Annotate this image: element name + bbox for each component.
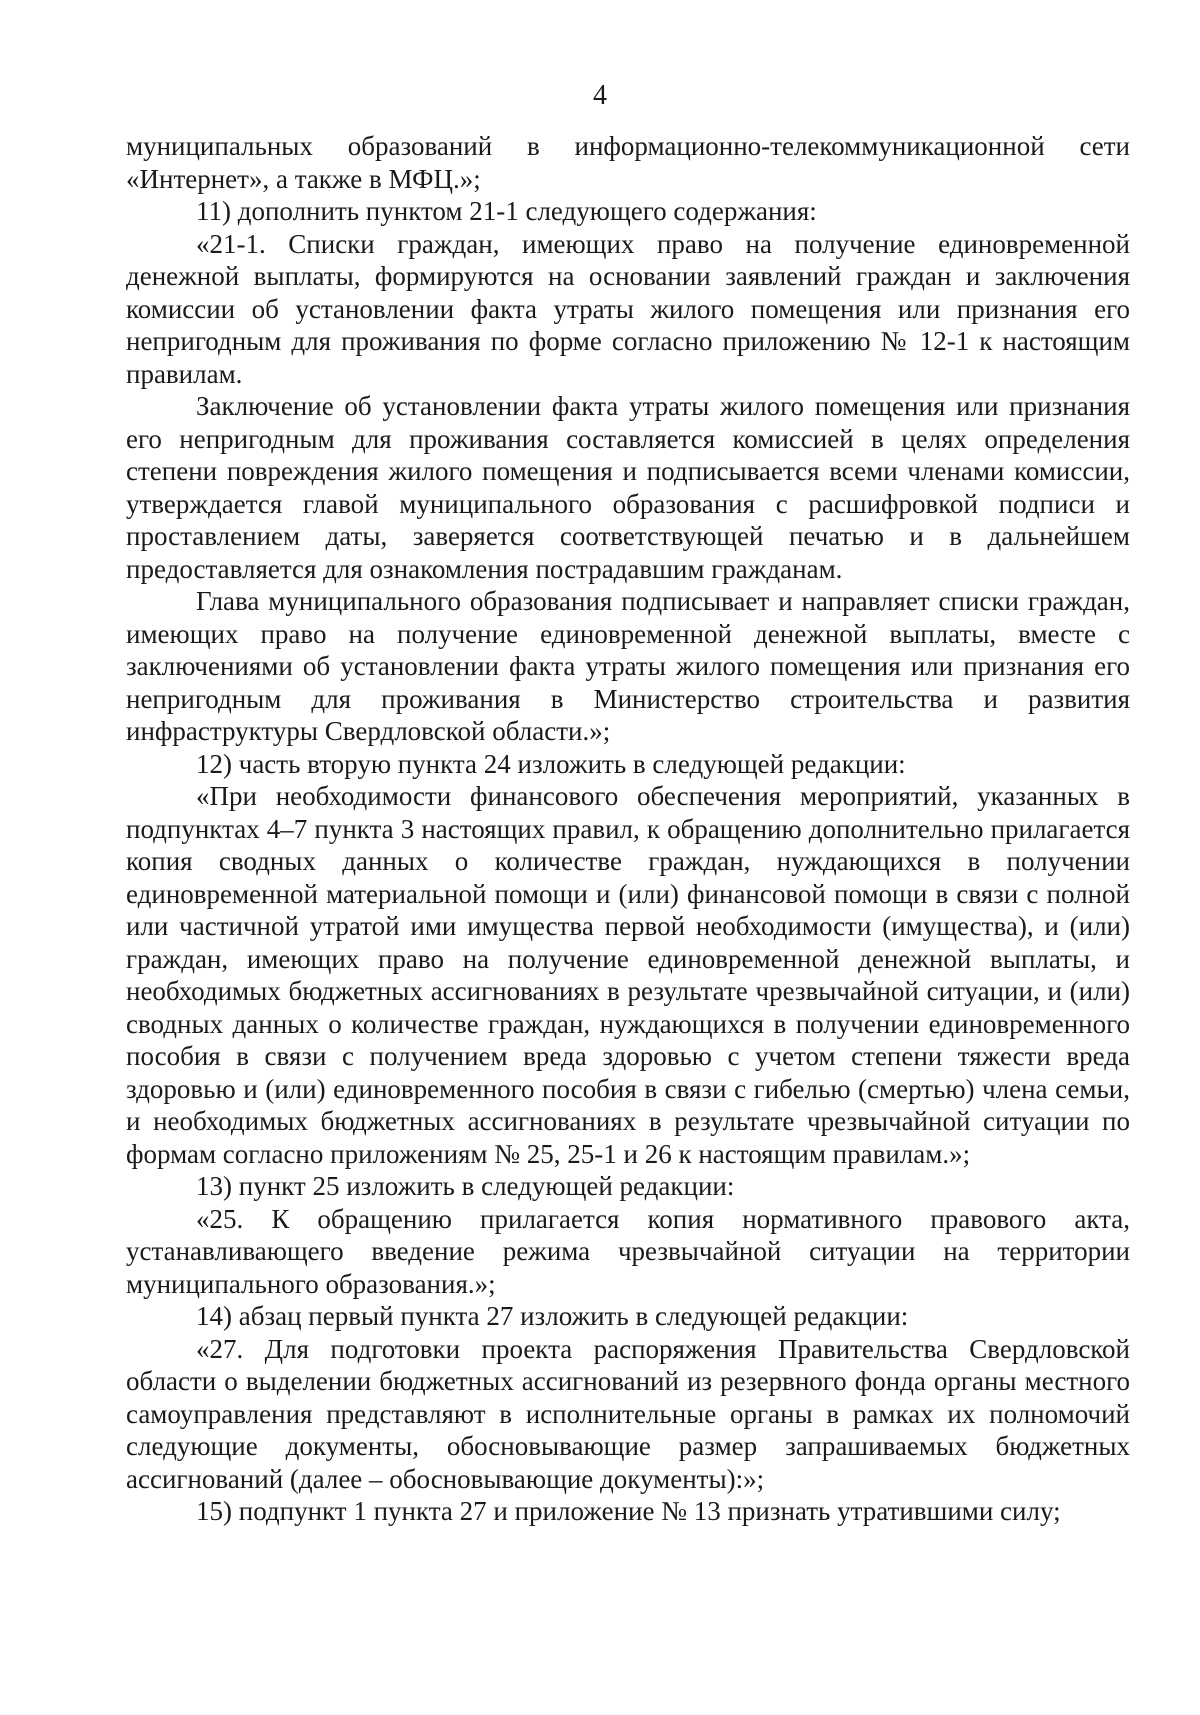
paragraph-conclusion: Заключение об установлении факта утраты жилого помещения или признания его непригодным для проживания составляется комиссией в целях определения степени повреждения жилого помещения и подписывается всеми членами комиссии, утверждается главой муниципального образования с расшифровкой подписи и проставлением даты, заверяется соответствующей печатью и в дальнейшем предоставляется для ознакомления пострадавшим гражданам. — [126, 391, 1130, 584]
page-number: 4 — [593, 80, 607, 111]
paragraph-clause-25: «25. К обращению прилагается копия нормативного правового акта, устанавливающего введение режима чрезвычайной ситуации на территории муниципального образования.»; — [126, 1203, 1130, 1299]
paragraph-item-13: 13) пункт 25 изложить в следующей редакции: — [196, 1171, 735, 1201]
paragraph-head-signs: Глава муниципального образования подписывает и направляет списки граждан, имеющих право на получение единовременной денежной выплаты, вместе с заключениями об установлении факта утраты жилого помещения или признания его непригодным для проживания в Министерство строительства и развития инфраструктуры Свердловской области.»; — [126, 586, 1130, 746]
paragraph-continuation: муниципальных образований в информационно-телекоммуникационной сети «Интернет», а также в МФЦ.»; — [126, 131, 1130, 194]
document-body — [126, 130, 1130, 1528]
paragraph-clause-21-1: «21-1. Списки граждан, имеющих право на получение единовременной денежной выплаты, формируются на основании заявлений граждан и заключения комиссии об установлении факта утраты жилого помещения или признания его непригодным для проживания по форме согласно приложению № 12-1 к настоящим правилам. — [126, 228, 1130, 389]
paragraph-clause-24: «При необходимости финансового обеспечения мероприятий, указанных в подпунктах 4–7 пункта 3 настоящих правил, к обращению дополнительно прилагается копия сводных данных о количестве граждан, нуждающихся в получении единовременной материальной помощи и (или) финансовой помощи в связи с полной или частичной утратой ими имущества первой необходимости (имущества), и (или) граждан, имеющих право на получение единовременной денежной выплаты, и необходимых бюджетных ассигнованиях в результате чрезвычайной ситуации, и (или) сводных данных о количестве граждан, нуждающихся в получении единовременного пособия в связи с получением вреда здоровью с учетом степени тяжести вреда здоровью и (или) единовременного пособия в связи с гибелью (смертью) члена семьи, и необходимых бюджетных ассигнованиях в результате чрезвычайной ситуации по формам согласно приложениям № 25, 25-1 и 26 к настоящим правилам.»; — [126, 781, 1130, 1169]
paragraph-item-14: 14) абзац первый пункта 27 изложить в следующей редакции: — [196, 1301, 909, 1331]
paragraph-item-12: 12) часть вторую пункта 24 изложить в следующей редакции: — [196, 748, 906, 779]
paragraph-item-11: 11) дополнить пунктом 21-1 следующего содержания: — [196, 196, 817, 226]
paragraph-clause-27: «27. Для подготовки проекта распоряжения Правительства Свердловской области о выделении бюджетных ассигнований из резервного фонда органы местного самоуправления представляют в исполнительные органы в рамках их полномочий следующие документы, обосновывающие размер запрашиваемых бюджетных ассигнований (далее – обосновывающие документы):»; — [126, 1333, 1130, 1494]
paragraph-item-15: 15) подпункт 1 пункта 27 и приложение № 13 признать утратившими силу; — [196, 1496, 1061, 1526]
